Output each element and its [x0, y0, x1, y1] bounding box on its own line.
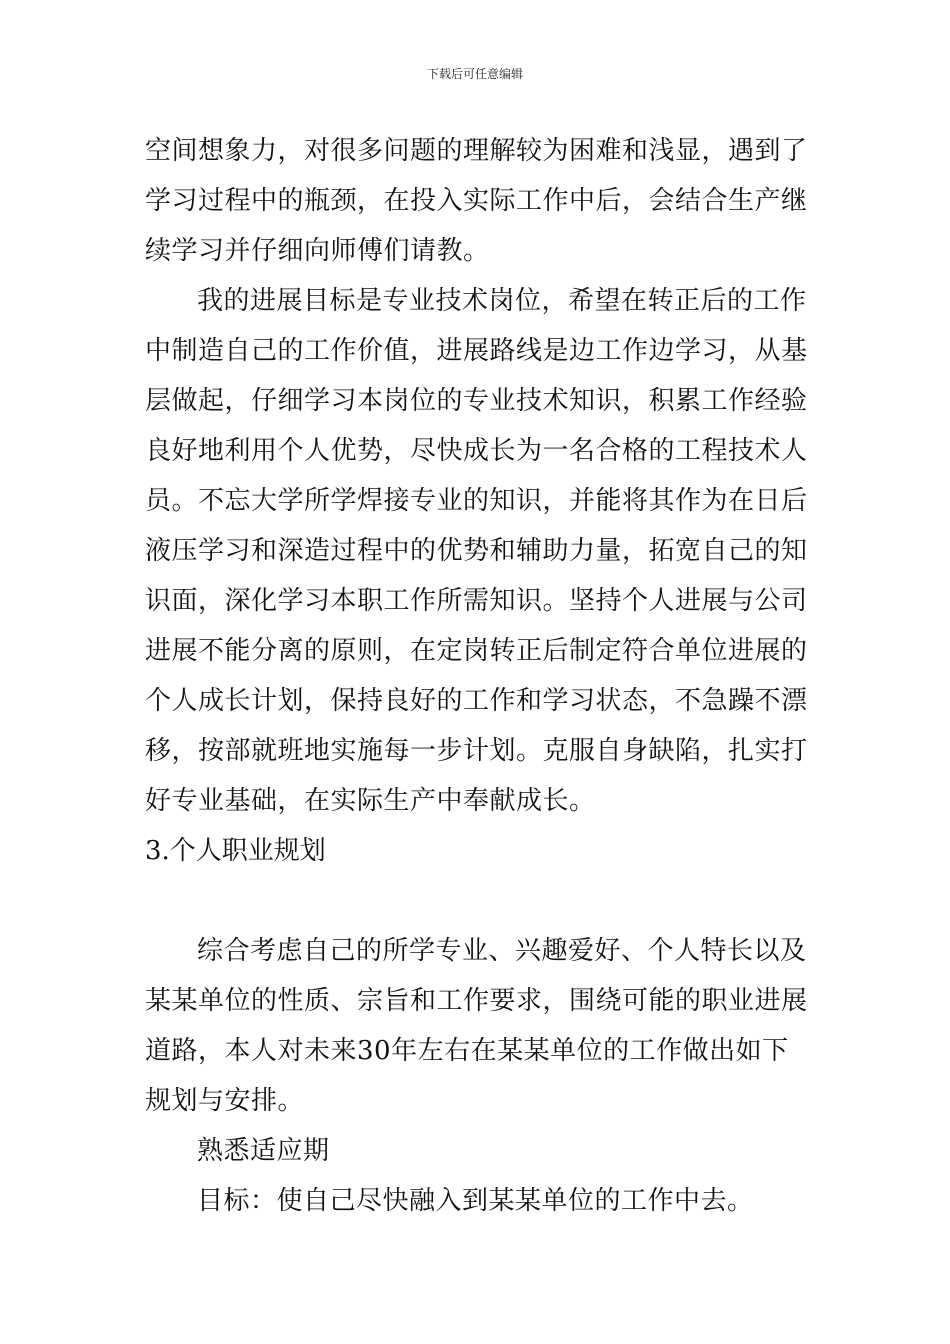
paragraph-development-goal: 我的进展目标是专业技术岗位，希望在转正后的工作中制造自己的工作价值，进展路线是边工作边学习，从基层做起，仔细学习本岗位的专业技术知识，积累工作经验良好地利用个人优势，尽快成长为一名合格的工程技术人员。不忘大学所学焊接专业的知识，并能将其作为在日后液压学习和深造过程中的优势和辅助力量，拓宽自己的知识面，深化学习本职工作所需知识。坚持个人进展与公司进展不能分离的原则，在定岗转正后制定符合单位进展的个人成长计划，保持良好的工作和学习状态，不急躁不漂移，按部就班地实施每一步计划。克服自身缺陷，扎实打好专业基础，在实际生产中奉献成长。 — [145, 286, 808, 816]
sub-heading: 熟悉适应期 — [197, 1136, 330, 1166]
goal-line: 目标：使自己尽快融入到某某单位的工作中去。 — [197, 1186, 754, 1216]
document-body — [145, 126, 810, 1226]
paragraph-continuation: 空间想象力，对很多问题的理解较为困难和浅显，遇到了学习过程中的瓶颈，在投入实际工作中后，会结合生产继续学习并仔细向师傅们请教。 — [145, 136, 808, 266]
paragraph-career-plan: 综合考虑自己的所学专业、兴趣爱好、个人特长以及某某单位的性质、宗旨和工作要求，围绕可能的职业进展道路，本人对未来30年左右在某某单位的工作做出如下规划与安排。 — [145, 936, 808, 1116]
section-heading: 3.个人职业规划 — [145, 836, 326, 866]
header-note: 下载后可任意编辑 — [426, 67, 523, 81]
blank-line — [145, 876, 810, 926]
